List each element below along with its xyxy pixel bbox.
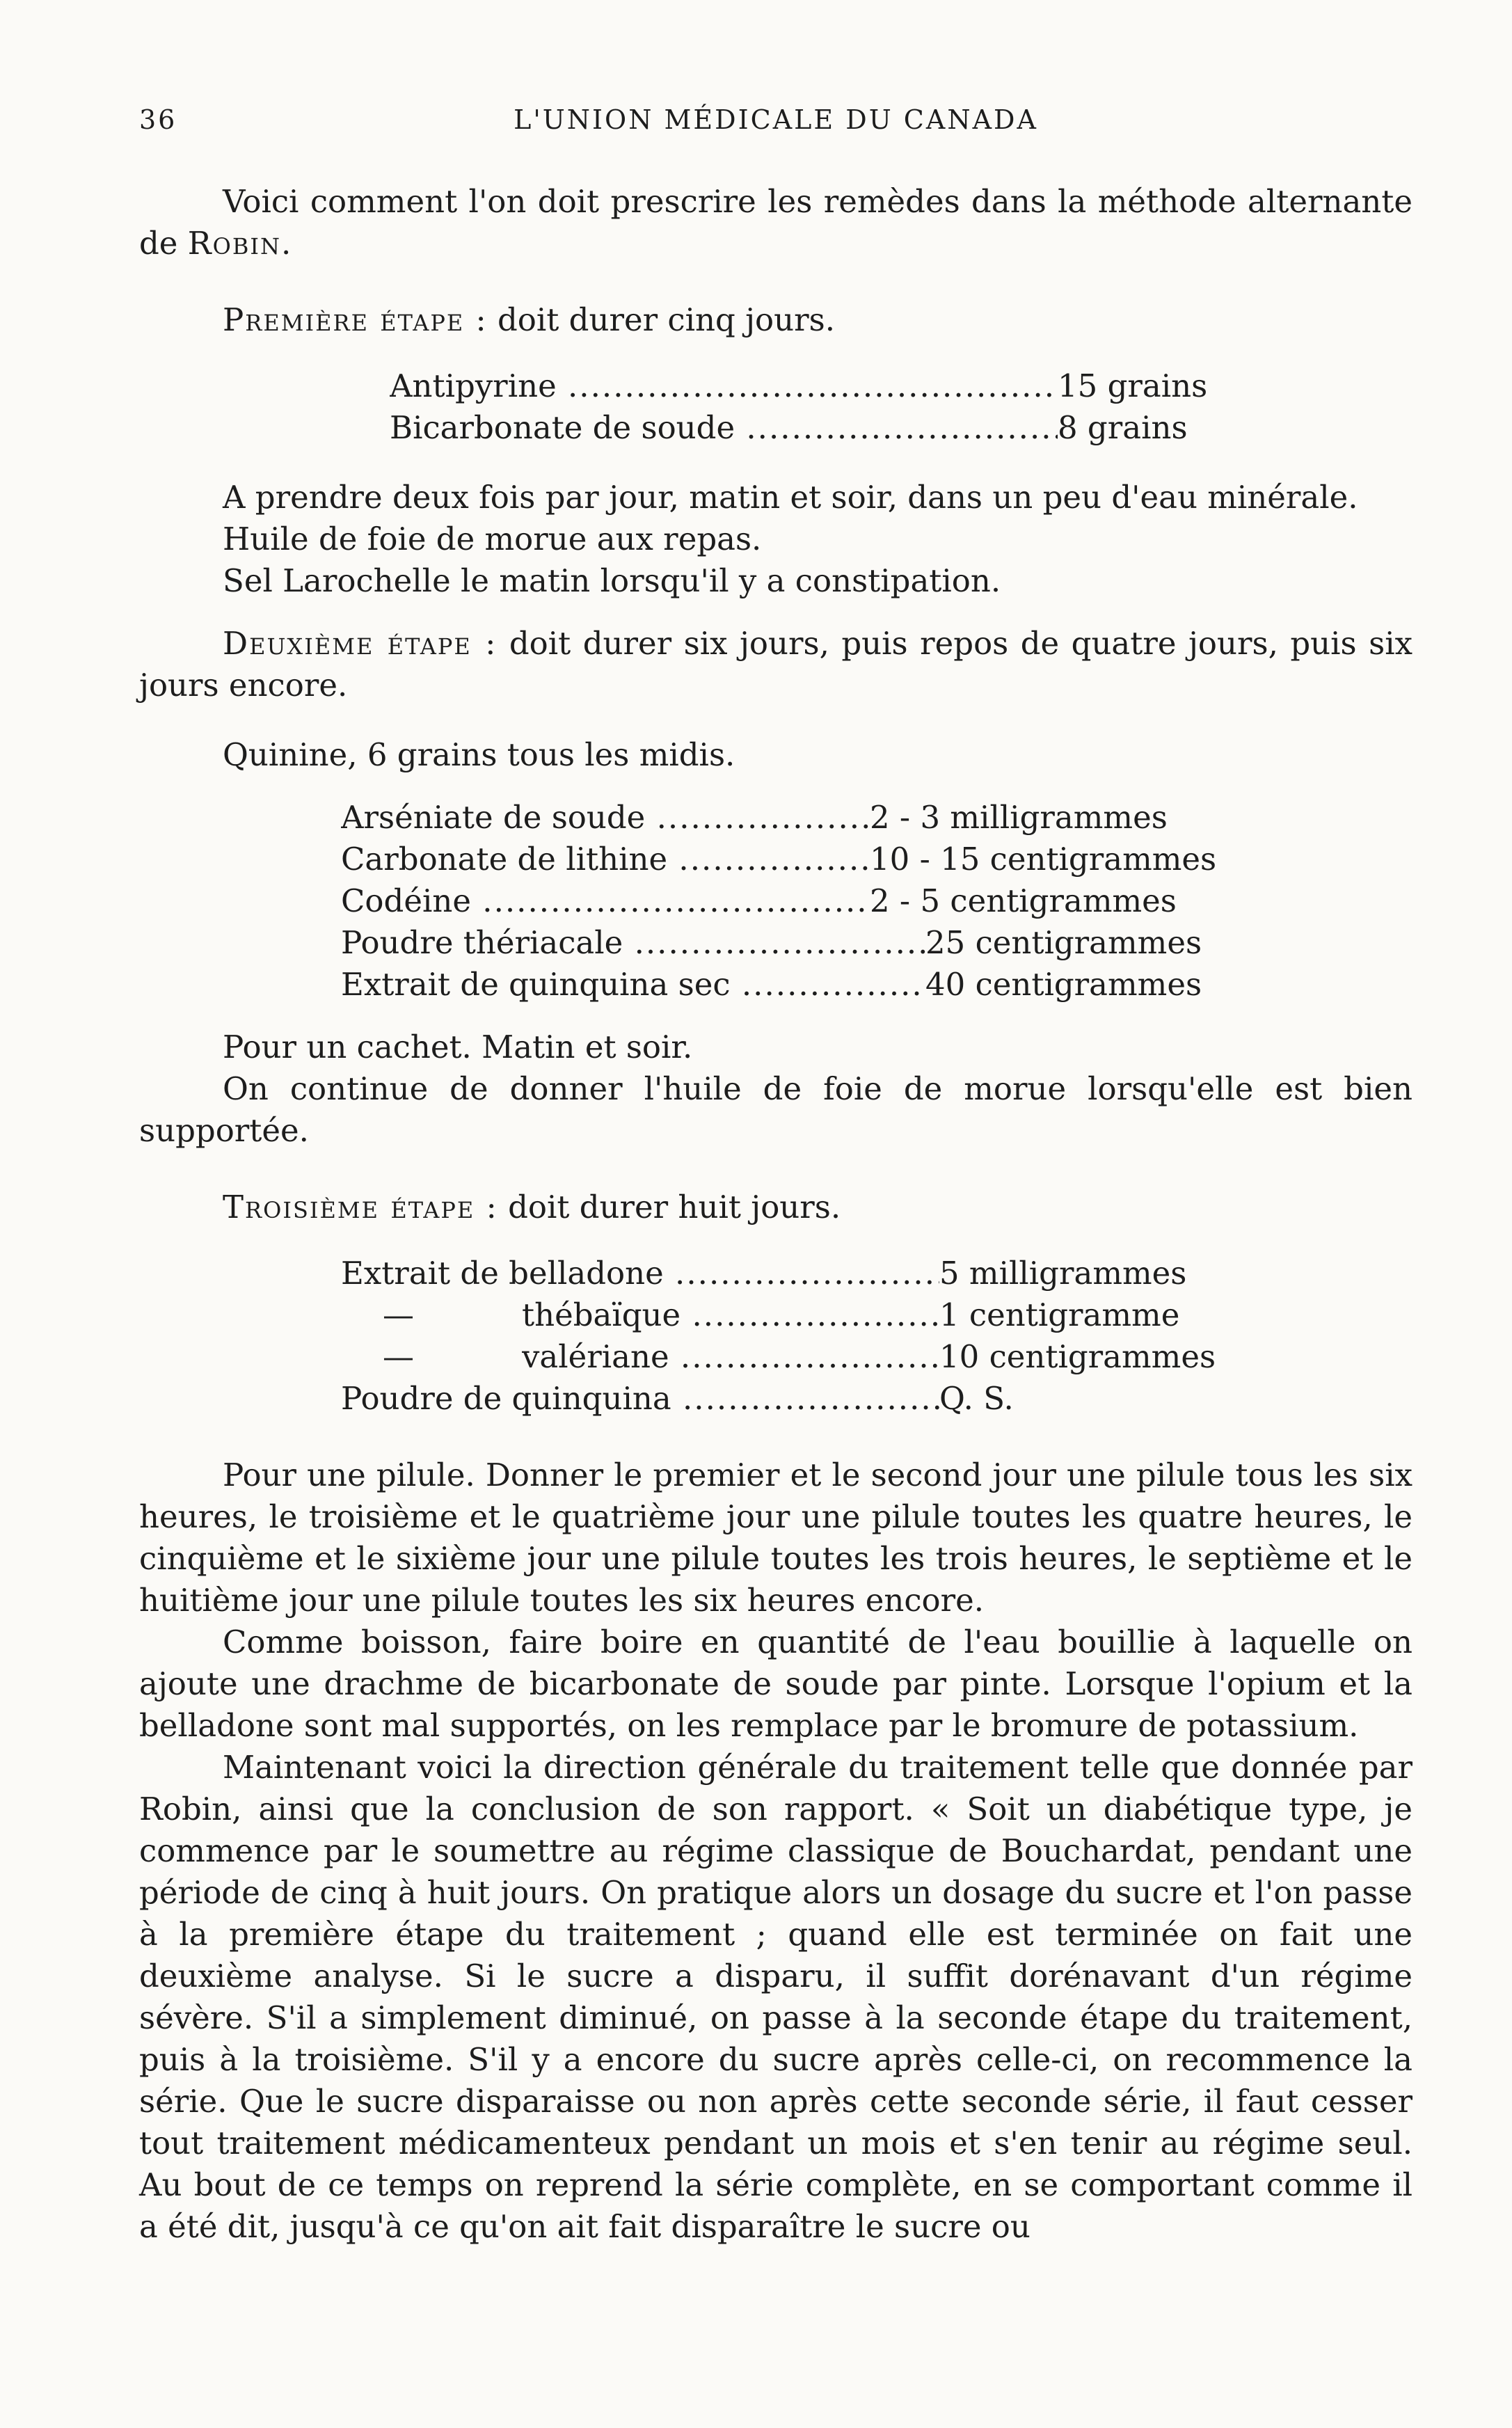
recipe-row (390, 365, 1211, 407)
recipe-item-name: Codéine ..... (341, 880, 870, 922)
stage3-heading (139, 1187, 1412, 1228)
recipe-item-qty: 15 grains (1058, 367, 1208, 404)
stage1-note: Sel Larochelle le matin lorsqu'il y a constipation. (223, 562, 1001, 599)
stage3-title: Troisième étape : (223, 1189, 498, 1225)
stage1-note: Huile de foie de morue aux repas. (223, 521, 762, 557)
recipe-item-qty: 40 centigrammes (925, 966, 1202, 1003)
recipe-item-qty: 5 milligrammes (939, 1255, 1187, 1292)
ditto-dash: — (383, 1296, 414, 1333)
recipe-item-name: Bicarbonate de soude ..... (390, 407, 1058, 449)
recipe-item-name: Poudre thériacale ..... (341, 922, 925, 964)
intro-paragraph: Voici comment l'on doit prescrire les remèdes dans la méthode alternante de Robin. (139, 183, 1412, 262)
body-paragraph: Pour une pilule. Donner le premier et le second jour une pilule tous les six heures, le troisième et le quatrième jour une pilule toutes les quatre heures, le cinquième et le sixième jour une pilule toutes les trois heures, le septième et le huitième jour une pilule toutes les six heures encore. (139, 1457, 1412, 1619)
recipe-item-name: Carbonate de lithine ..... (341, 839, 870, 880)
recipe-row (341, 1378, 1315, 1420)
stage1-notes (139, 477, 1412, 602)
stage2-notes (139, 1026, 1412, 1152)
stage1-recipe (390, 365, 1211, 449)
recipe-item-qty: 1 centigramme (939, 1296, 1180, 1333)
recipe-row (341, 1294, 1315, 1336)
recipe-item-name: valériane ..... (522, 1336, 939, 1378)
stage2-duration: doit durer six jours, puis repos de quatre jours, puis six jours encore. (139, 625, 1412, 704)
recipe-row (341, 797, 1315, 839)
ditto-dash: — (383, 1338, 414, 1375)
recipe-item-qty: 8 grains (1058, 409, 1188, 446)
stage3-recipe (341, 1253, 1315, 1420)
stage1-title: Première étape : (223, 301, 488, 338)
recipe-row (341, 1336, 1315, 1378)
recipe-row (341, 964, 1315, 1006)
recipe-item-name: thébaïque ..... (522, 1294, 939, 1336)
recipe-item-name: Extrait de belladone ..... (341, 1253, 939, 1294)
recipe-item-qty: 2 - 5 centigrammes (870, 882, 1177, 919)
body-paragraph: Maintenant voici la direction générale du traitement telle que donnée par Robin, ainsi que la conclusion de son rapport. « Soit un diabétique type, je commence par le soumettre au régime classique de Bouchardat, pendant une période de cinq à huit jours. On pratique alors un dosage du sucre et l'on passe à la première étape du traitement ; quand elle est terminée on fait une deuxième analyse. Si le sucre a disparu, il suffit dorénavant d'un régime sévère. S'il a simplement diminué, on passe à la seconde étape du traitement, puis à la troisième. S'il y a encore du sucre après celle-ci, on recommence la série. Que le sucre disparaisse ou non après cette seconde série, il faut cesser tout traitement médicamenteux pendant un mois et s'en tenir au régime seul. Au bout de ce temps on reprend la série complète, en se comportant comme il a été dit, jusqu'à ce qu'on ait fait disparaître le sucre ou (139, 1749, 1412, 2245)
running-title: L'UNION MÉDICALE DU CANADA (514, 104, 1038, 135)
body-paragraph: Comme boisson, faire boire en quantité de l'eau bouillie à laquelle on ajoute une drachme de bicarbonate de soude par pinte. Lorsque l'opium et la belladone sont mal supportés, on les remplace par le bromure de potassium. (139, 1624, 1412, 1744)
recipe-item-name: Poudre de quinquina ..... (341, 1378, 939, 1420)
intro-text: Voici comment l'on doit prescrire les remèdes dans la méthode alternante de (139, 183, 1412, 262)
stage1-heading (139, 299, 1412, 341)
stage1-note: A prendre deux fois par jour, matin et soir, dans un peu d'eau minérale. (223, 479, 1358, 516)
stage2-continue: On continue de donner l'huile de foie de morue lorsqu'elle est bien supportée. (139, 1070, 1412, 1149)
stage2-heading (139, 623, 1412, 706)
stage2-recipe (341, 797, 1315, 1006)
intro-author: Robin (187, 225, 282, 262)
recipe-row (390, 407, 1211, 449)
recipe-item-name: Arséniate de soude ..... (341, 797, 870, 839)
recipe-row (341, 922, 1315, 964)
stage2-quinine: Quinine, 6 grains tous les midis. (223, 736, 735, 773)
recipe-item-qty: 10 centigrammes (939, 1338, 1216, 1375)
recipe-row (341, 880, 1315, 922)
recipe-item-qty: 25 centigrammes (925, 924, 1202, 961)
recipe-row (341, 1253, 1315, 1294)
body-text (139, 1454, 1412, 2248)
stage2-title: Deuxième étape : (223, 625, 498, 662)
recipe-item-qty: Q. S. (939, 1380, 1014, 1417)
stage2-cachet: Pour un cachet. Matin et soir. (223, 1029, 693, 1065)
stage3-duration: doit durer huit jours. (498, 1189, 841, 1225)
recipe-item-qty: 2 - 3 milligrammes (870, 799, 1168, 836)
recipe-item-qty: 10 - 15 centigrammes (870, 841, 1217, 878)
stage1-duration: doit durer cinq jours. (487, 301, 836, 338)
recipe-item-name: Antipyrine ..... (390, 365, 1058, 407)
page-header (139, 104, 1412, 146)
recipe-item-name: Extrait de quinquina sec ..... (341, 964, 925, 1006)
recipe-row (341, 839, 1315, 880)
page-number: 36 (139, 104, 177, 135)
